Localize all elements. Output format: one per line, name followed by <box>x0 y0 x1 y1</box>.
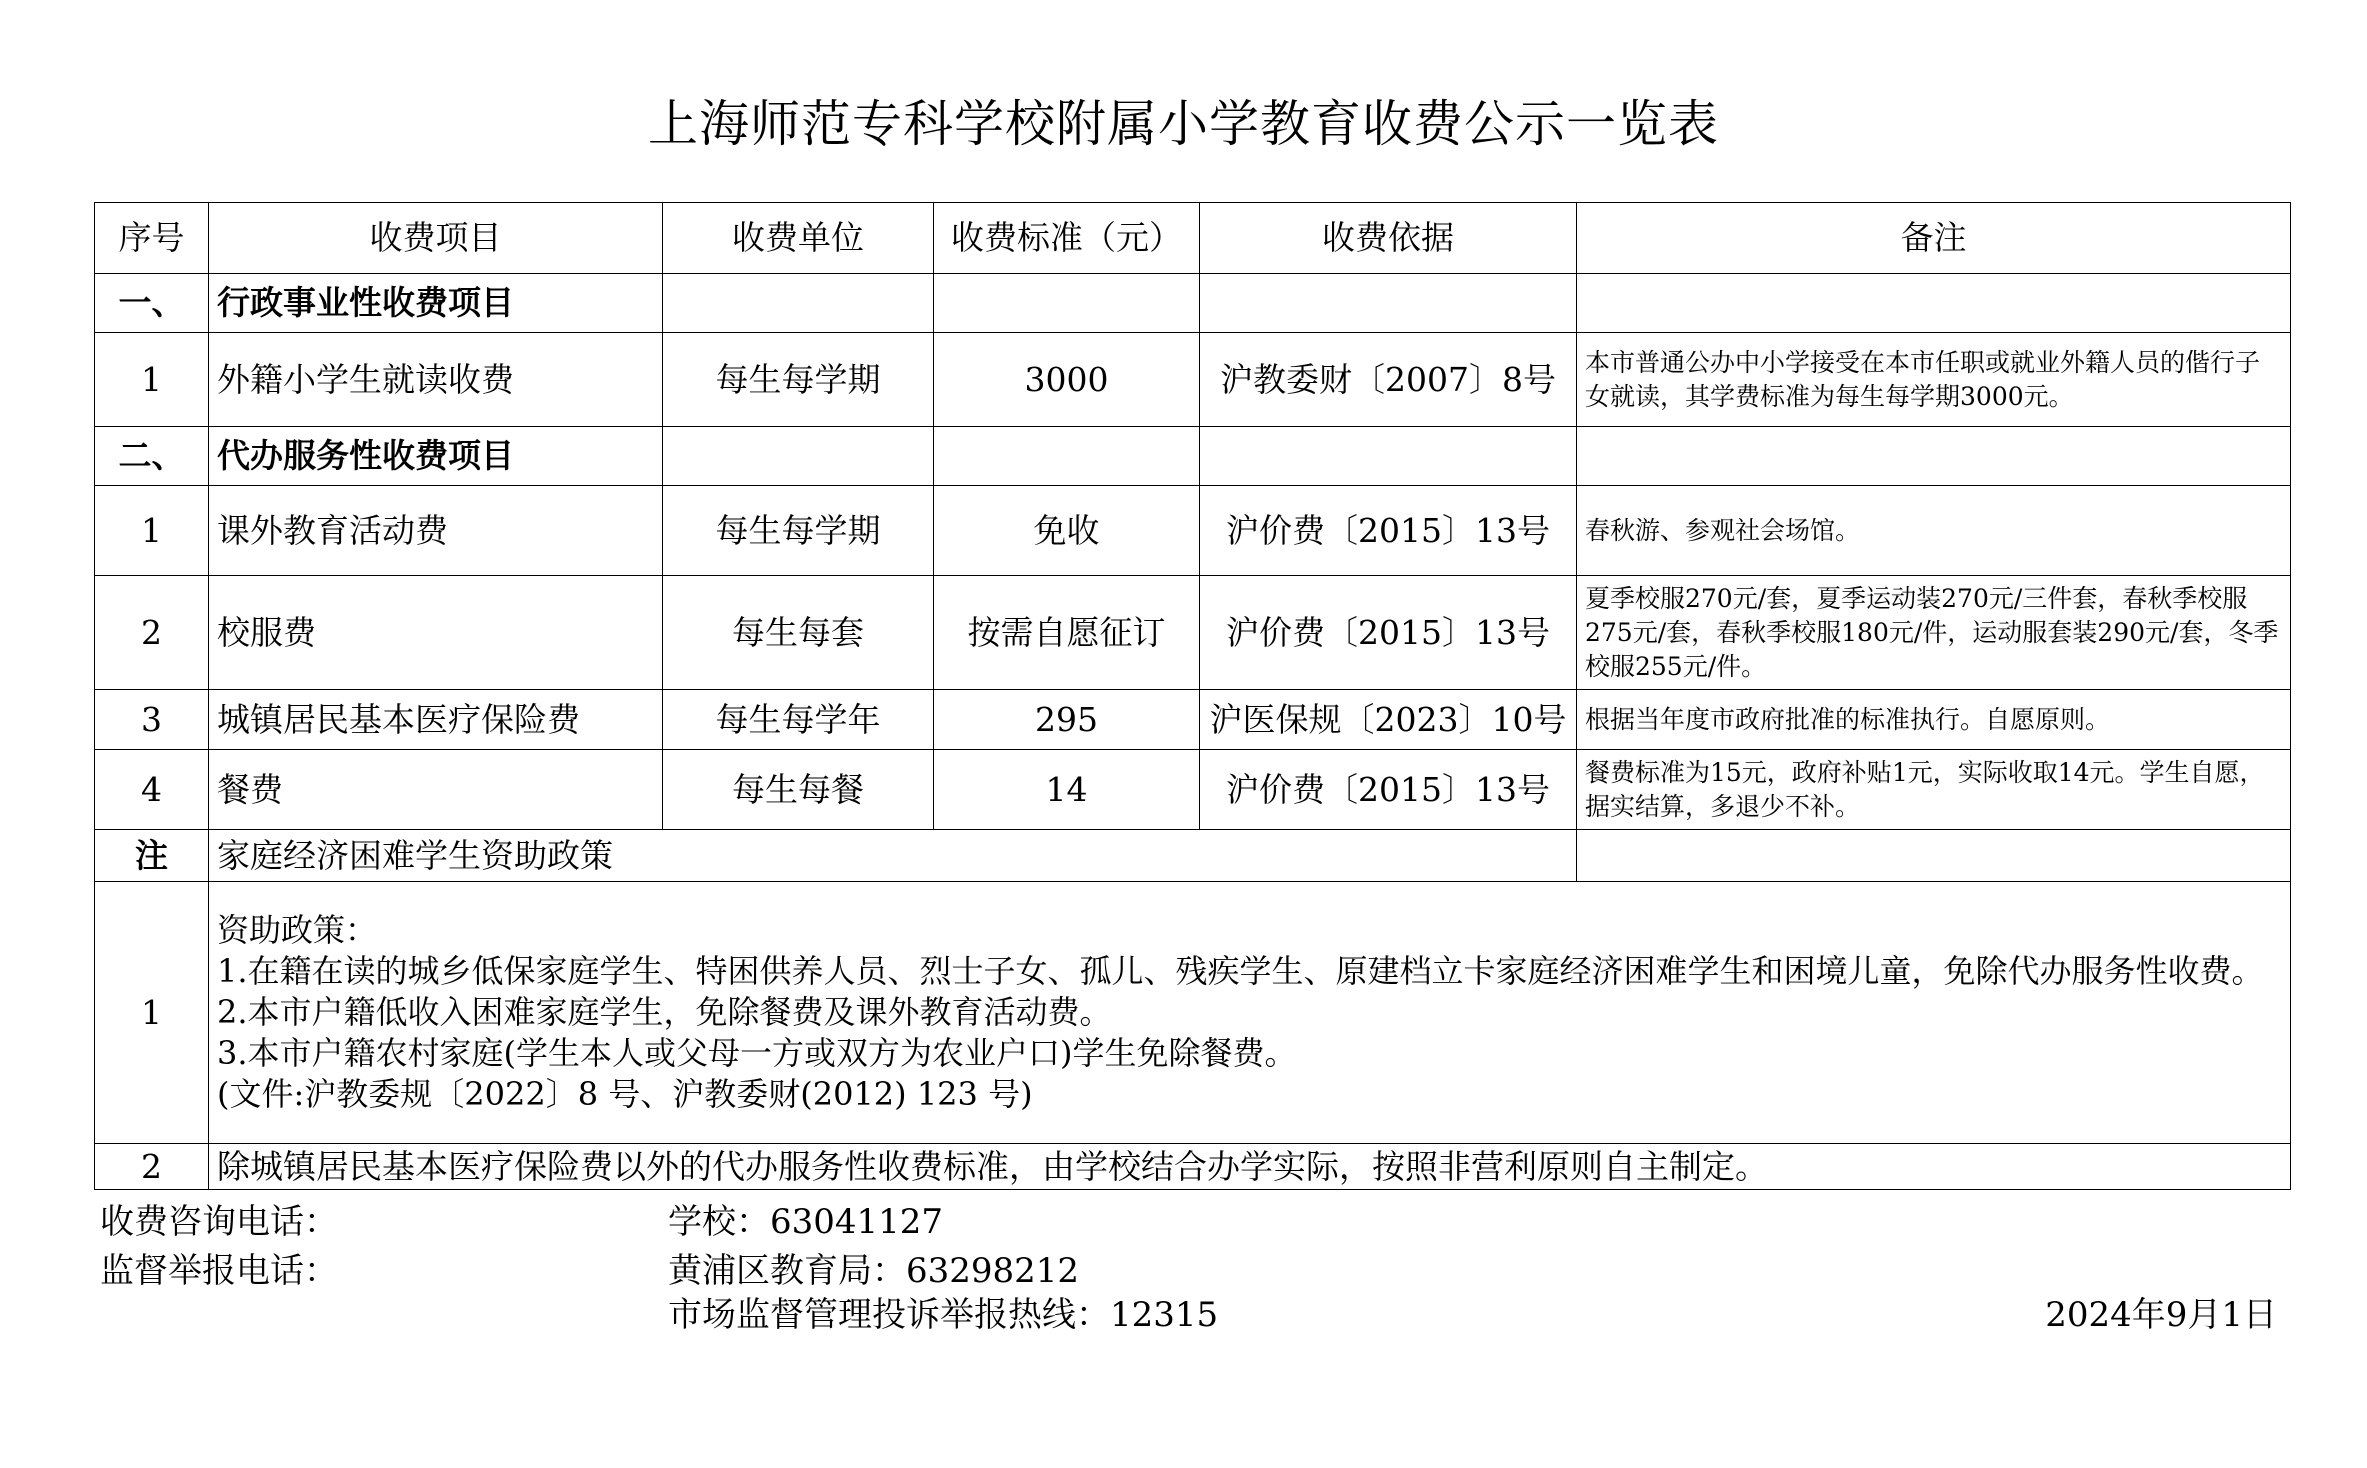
policy-line: (文件:沪教委规〔2022〕8 号、沪教委财(2012) 123 号) <box>217 1075 1033 1113</box>
section-row-service <box>95 427 2291 486</box>
row-standard: 按需自愿征订 <box>934 576 1200 690</box>
empty-cell <box>1200 427 1577 486</box>
row-item: 外籍小学生就读收费 <box>209 333 663 427</box>
policy-line: 2.本市户籍低收入困难家庭学生，免除餐费及课外教育活动费。 <box>217 993 1112 1031</box>
section-seq: 一、 <box>95 274 209 333</box>
empty-cell <box>1200 274 1577 333</box>
empty-cell <box>934 274 1200 333</box>
policy-line: 3.本市户籍农村家庭(学生本人或父母一方或双方为农业户口)学生免除餐费。 <box>217 1034 1297 1072</box>
row-basis: 沪医保规〔2023〕10号 <box>1200 690 1577 750</box>
note-section-row <box>95 830 2291 882</box>
row-remark: 春秋游、参观社会场馆。 <box>1577 486 2291 576</box>
consult-label: 收费咨询电话： <box>100 1202 338 1242</box>
date: 2024年9月1日 <box>2045 1295 2277 1335</box>
row-remark: 根据当年度市政府批准的标准执行。自愿原则。 <box>1577 690 2291 750</box>
row-standard: 295 <box>934 690 1200 750</box>
note-seq: 2 <box>95 1144 209 1190</box>
note-title: 家庭经济困难学生资助政策 <box>209 830 1577 882</box>
header-basis: 收费依据 <box>1200 203 1577 274</box>
row-item: 餐费 <box>209 750 663 830</box>
fee-table <box>94 202 2291 1190</box>
table-row <box>95 576 2291 690</box>
school-phone: 学校：63041127 <box>668 1202 944 1242</box>
table-row <box>95 690 2291 750</box>
row-basis: 沪教委财〔2007〕8号 <box>1200 333 1577 427</box>
row-seq: 3 <box>95 690 209 750</box>
empty-cell <box>1577 830 2291 882</box>
empty-cell <box>1577 274 2291 333</box>
row-unit: 每生每学期 <box>663 486 934 576</box>
policy-line: 资助政策： <box>217 911 378 949</box>
policy-text <box>209 882 2291 1144</box>
header-seq: 序号 <box>95 203 209 274</box>
section-row-admin <box>95 274 2291 333</box>
row-unit: 每生每餐 <box>663 750 934 830</box>
row-remark: 餐费标准为15元，政府补贴1元，实际收取14元。学生自愿，据实结算，多退少不补。 <box>1577 750 2291 830</box>
header-standard: 收费标准（元） <box>934 203 1200 274</box>
row-basis: 沪价费〔2015〕13号 <box>1200 576 1577 690</box>
empty-cell <box>1577 427 2291 486</box>
table-row <box>95 750 2291 830</box>
section-title: 行政事业性收费项目 <box>209 274 663 333</box>
row-seq: 4 <box>95 750 209 830</box>
row-standard: 3000 <box>934 333 1200 427</box>
row-item: 城镇居民基本医疗保险费 <box>209 690 663 750</box>
note-text: 除城镇居民基本医疗保险费以外的代办服务性收费标准，由学校结合办学实际，按照非营利原则自主制定。 <box>209 1144 2291 1190</box>
header-item: 收费项目 <box>209 203 663 274</box>
row-unit: 每生每学年 <box>663 690 934 750</box>
note-policy-row <box>95 882 2291 1144</box>
row-standard: 免收 <box>934 486 1200 576</box>
row-seq: 2 <box>95 576 209 690</box>
empty-cell <box>663 274 934 333</box>
note-row <box>95 1144 2291 1190</box>
row-item: 课外教育活动费 <box>209 486 663 576</box>
section-title: 代办服务性收费项目 <box>209 427 663 486</box>
row-remark: 夏季校服270元/套，夏季运动装270元/三件套，春秋季校服275元/套，春秋季校服180元/件，运动服套装290元/套，冬季校服255元/件。 <box>1577 576 2291 690</box>
report-label: 监督举报电话： <box>100 1251 338 1291</box>
row-standard: 14 <box>934 750 1200 830</box>
row-remark: 本市普通公办中小学接受在本市任职或就业外籍人员的偕行子女就读，其学费标准为每生每学期3000元。 <box>1577 333 2291 427</box>
table-row <box>95 333 2291 427</box>
empty-cell <box>663 427 934 486</box>
page-title: 上海师范专科学校附属小学教育收费公示一览表 <box>648 95 1719 153</box>
empty-cell <box>934 427 1200 486</box>
header-remark: 备注 <box>1577 203 2291 274</box>
bureau-phone: 黄浦区教育局：63298212 <box>668 1251 1080 1291</box>
section-seq: 二、 <box>95 427 209 486</box>
table-row <box>95 486 2291 576</box>
row-unit: 每生每套 <box>663 576 934 690</box>
note-seq: 注 <box>95 830 209 882</box>
table-header-row <box>95 203 2291 274</box>
note-seq: 1 <box>95 882 209 1144</box>
row-item: 校服费 <box>209 576 663 690</box>
row-seq: 1 <box>95 333 209 427</box>
row-unit: 每生每学期 <box>663 333 934 427</box>
row-basis: 沪价费〔2015〕13号 <box>1200 486 1577 576</box>
row-seq: 1 <box>95 486 209 576</box>
policy-line: 1.在籍在读的城乡低保家庭学生、特困供养人员、烈士子女、孤儿、残疾学生、原建档立卡家庭经济困难学生和困境儿童，免除代办服务性收费。 <box>217 952 2264 990</box>
row-basis: 沪价费〔2015〕13号 <box>1200 750 1577 830</box>
header-unit: 收费单位 <box>663 203 934 274</box>
market-phone: 市场监督管理投诉举报热线：12315 <box>668 1295 1219 1335</box>
